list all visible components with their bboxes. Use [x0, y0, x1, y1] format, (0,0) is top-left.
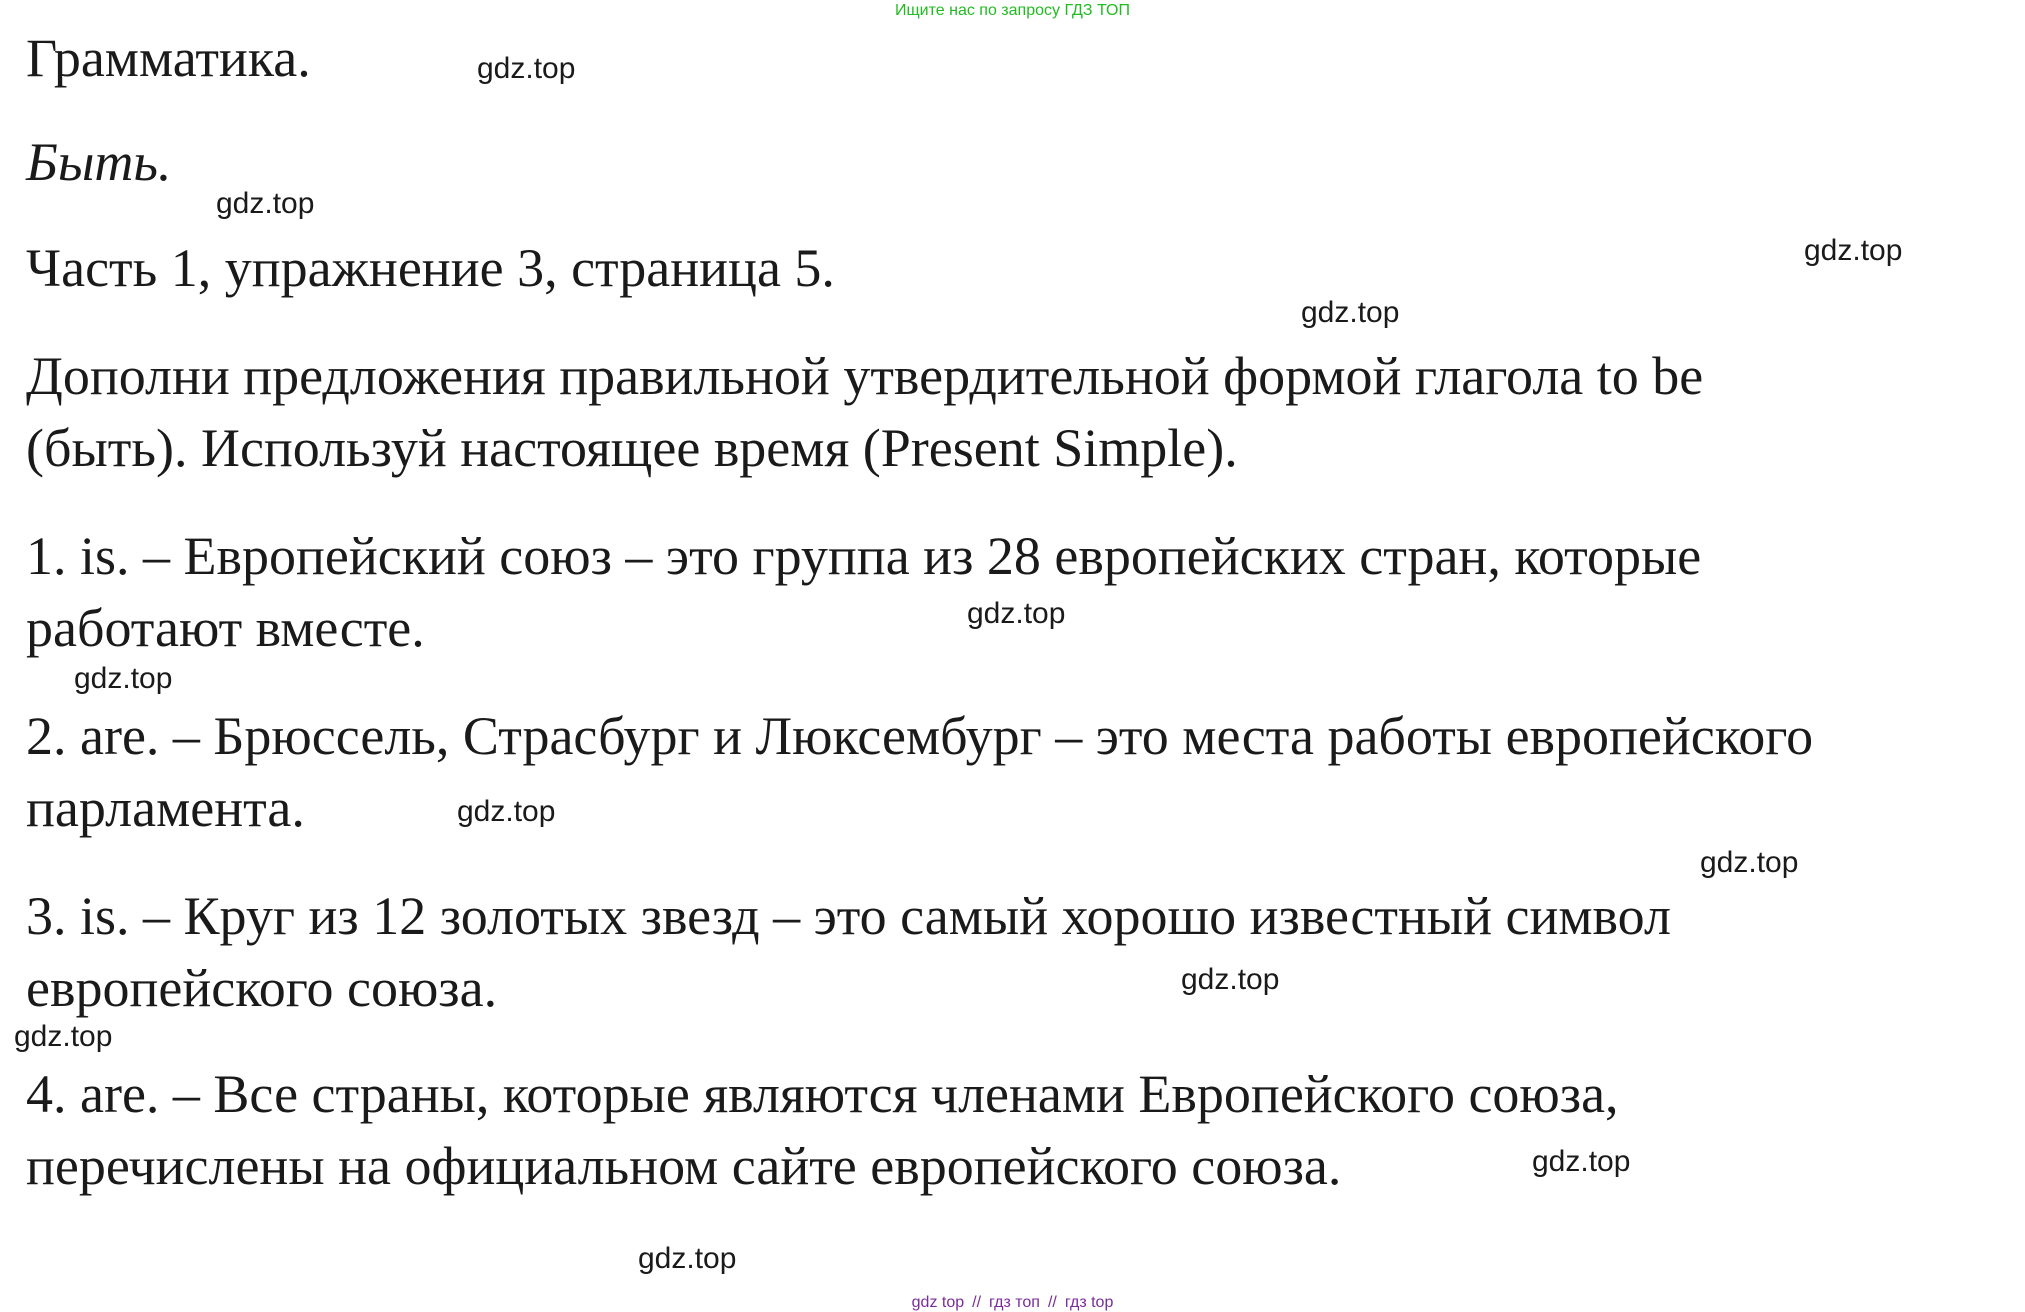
- watermark: gdz.top: [638, 1242, 737, 1275]
- watermark: gdz.top: [967, 597, 1066, 630]
- page-title: Грамматика.: [26, 28, 311, 88]
- instruction-line-2: (быть). Используй настоящее время (Present Simple).: [26, 418, 1238, 478]
- footer-link-gdz-top-ru[interactable]: гдз топ: [989, 1294, 1040, 1311]
- answer-2-line-2: парламента.: [26, 778, 305, 838]
- answer-1-line-1: 1. is. – Европейский союз – это группа из 28 европейских стран, которые: [26, 526, 1702, 586]
- answer-4-line-2: перечислены на официальном сайте европейского союза.: [26, 1136, 1342, 1196]
- watermark: gdz.top: [1532, 1145, 1631, 1178]
- top-banner: Ищите нас по запросу ГДЗ ТОП: [895, 2, 1130, 19]
- answer-1-line-2: работают вместе.: [26, 598, 425, 658]
- watermark: gdz.top: [1181, 963, 1280, 996]
- exercise-location: Часть 1, упражнение 3, страница 5.: [26, 238, 835, 298]
- footer-links: [0, 1294, 2025, 1312]
- footer-link-gdz-top-mixed[interactable]: гдз top: [1064, 1294, 1114, 1311]
- watermark: gdz.top: [1700, 846, 1799, 879]
- answer-3-line-1: 3. is. – Круг из 12 золотых звезд – это самый хорошо известный символ: [26, 886, 1671, 946]
- answer-4-line-1: 4. are. – Все страны, которые являются членами Европейского союза,: [26, 1064, 1619, 1124]
- watermark: gdz.top: [1804, 234, 1903, 267]
- footer-separator: //: [972, 1294, 982, 1311]
- watermark: gdz.top: [74, 662, 173, 695]
- answer-2-line-1: 2. are. – Брюссель, Страсбург и Люксембург – это места работы европейского: [26, 706, 1814, 766]
- instruction-line-1: Дополни предложения правильной утвердительной формой глагола to be: [26, 346, 1704, 406]
- answer-3-line-2: европейского союза.: [26, 958, 498, 1018]
- page-subtitle: Быть.: [26, 132, 172, 192]
- watermark: gdz.top: [477, 52, 576, 85]
- footer-separator: //: [1047, 1294, 1057, 1311]
- watermark: gdz.top: [1301, 296, 1400, 329]
- footer-link-gdz-top[interactable]: gdz top: [911, 1294, 965, 1311]
- watermark: gdz.top: [14, 1020, 113, 1053]
- watermark: gdz.top: [457, 795, 556, 828]
- watermark: gdz.top: [216, 187, 315, 220]
